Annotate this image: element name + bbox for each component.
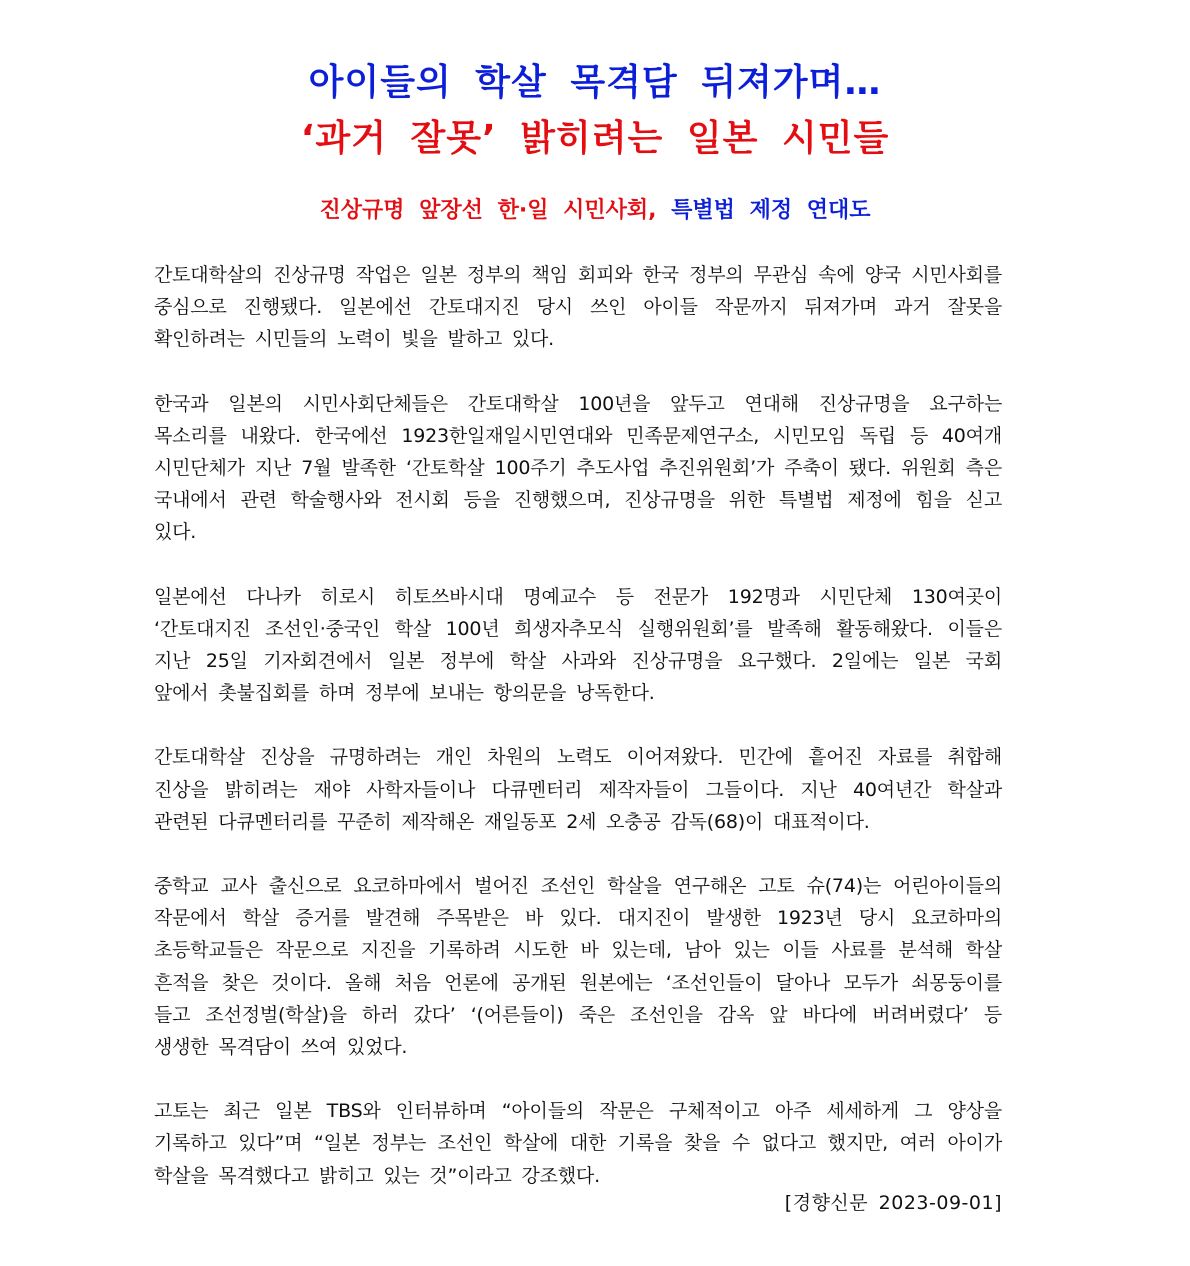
- article-paragraph-2: 한국과 일본의 시민사회단체들은 간토대학살 100년을 앞두고 연대해 진상규명을 요구하는 목소리를 내왔다. 한국에선 1923한일재일시민연대와 민족문제연구소, 시민모임 독립 등 40여개 시민단체가 지난 7월 발족한 ‘간토학살 100주기 추도사업 추진위원회’가 주축이 됐다. 위원회 측은 국내에서 관련 학술행사와 전시회 등을 진행했으며, 진상규명을 위한 특별법 제정에 힘을 싣고 있다.: [154, 392, 1002, 544]
- headline-line-1: 아이들의 학살 목격담 뒤져가며…: [308, 62, 882, 103]
- article-paragraph-4: 간토대학살 진상을 규명하려는 개인 차원의 노력도 이어져왔다. 민간에 흩어진 자료를 취합해 진상을 밝히려는 재야 사학자들이나 다큐멘터리 제작자들이 그들이다. 지난 40여년간 학살과 관련된 다큐멘터리를 꾸준히 제작해온 재일동포 2세 오충공 감독(68)이 대표적이다.: [154, 746, 1002, 833]
- article-paragraph-3: 일본에선 다나카 히로시 히토쓰바시대 명예교수 등 전문가 192명과 시민단체 130여곳이 ‘간토대지진 조선인·중국인 학살 100년 희생자추모식 실행위원회’를 발족해 활동해왔다. 이들은 지난 25일 기자회견에서 일본 정부에 학살 사과와 진상규명을 요구했다. 2일에는 일본 국회 앞에서 촛불집회를 하며 정부에 보내는 항의문을 낭독한다.: [154, 585, 1002, 705]
- article-paragraph-6: 고토는 최근 일본 TBS와 인터뷰하며 “아이들의 작문은 구체적이고 아주 세세하게 그 양상을 기록하고 있다”며 “일본 정부는 조선인 학살에 대한 기록을 찾을 수 없다고 했지만, 여러 아이가 학살을 목격했다고 밝히고 있는 것”이라고 강조했다.: [154, 1100, 1002, 1187]
- subheadline-part-2: 특별법 제정 연대도: [671, 198, 871, 223]
- subheadline: [0, 193, 1190, 224]
- article-paragraph-1: 간토대학살의 진상규명 작업은 일본 정부의 책임 회피와 한국 정부의 무관심 속에 양국 시민사회를 중심으로 진행됐다. 일본에선 간토대지진 당시 쓰인 아이들 작문까지 뒤져가며 과거 잘못을 확인하려는 시민들의 노력이 빛을 발하고 있다.: [154, 264, 1002, 351]
- subheadline-part-1: 진상규명 앞장선 한·일 시민사회,: [319, 198, 657, 223]
- article-body: [154, 259, 1002, 1224]
- source-citation: [경향신문 2023-09-01]: [784, 1192, 1002, 1214]
- article-paragraph-5: 중학교 교사 출신으로 요코하마에서 벌어진 조선인 학살을 연구해온 고토 슈(74)는 어린아이들의 작문에서 학살 증거를 발견해 주목받은 바 있다. 대지진이 발생한 1923년 당시 요코하마의 초등학교들은 작문으로 지진을 기록하려 시도한 바 있는데, 남아 있는 이들 사료를 분석해 학살 흔적을 찾은 것이다. 올해 처음 언론에 공개된 원본에는 ‘조선인들이 달아나 모두가 쇠몽둥이를 들고 조선정벌(학살)을 하러 갔다’ ‘(어른들이) 죽은 조선인을 감옥 앞 바다에 버려버렸다’ 등 생생한 목격담이 쓰여 있었다.: [154, 875, 1002, 1059]
- headline-line-2: ‘과거 잘못’ 밝히려는 일본 시민들: [300, 118, 890, 159]
